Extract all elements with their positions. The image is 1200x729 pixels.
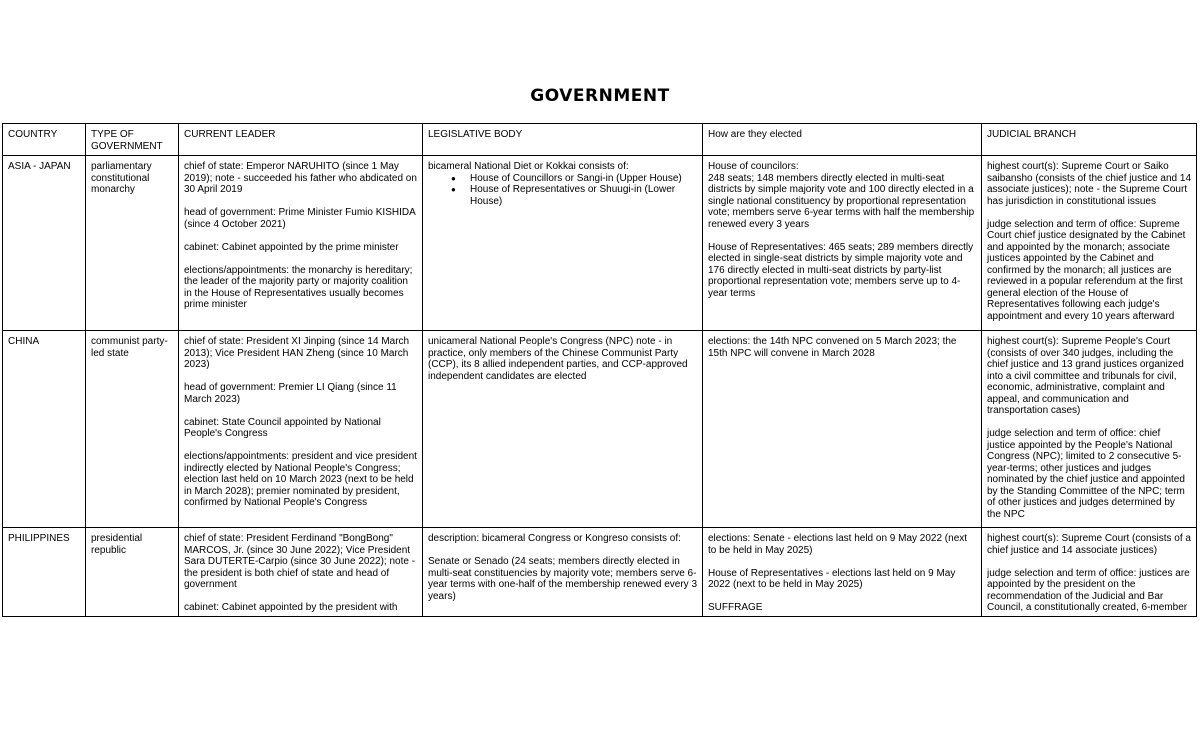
judicial-paragraph: judge selection and term of office: Supreme Court chief justice designated by the Cabinet and appointed by the monarch; associate justices appointed by the Cabinet and confirmed by the monarch; all justices are reviewed in a popular referendum at the first general election of the House of Representatives following each judge's appointment and every 10 years afterward [987,218,1186,322]
country-cell: ASIA - JAPAN [3,156,86,331]
list-item: ● House of Councillors or Sangi-in (Upper House) [455,173,697,185]
leader-paragraph: head of government: Premier LI Qiang (since 11 March 2023) [184,382,397,405]
legislative-intro: bicameral National Diet or Kokkai consists of: [428,161,629,172]
current-leader-cell [179,156,423,331]
cell-content [708,533,976,613]
column-header-country: COUNTRY [3,124,86,156]
column-header-elected: How are they elected [703,124,982,156]
current-leader-cell [179,331,423,528]
election-paragraph: House of councilors: 248 seats; 148 members directly elected in multi-seat districts by simple majority vote and 100 directly elected in a single national constituency by proportional representation vote; members serve 6-year terms with half the membership renewed every 3 years [708,161,975,230]
column-header-leader: CURRENT LEADER [179,124,423,156]
judicial-paragraph: highest court(s): Supreme Court (consists of a chief justice and 14 associate justices) [987,533,1191,556]
leader-paragraph: cabinet: State Council appointed by National People's Congress [184,416,381,439]
leader-paragraph: elections/appointments: the monarchy is hereditary; the leader of the majority party or majority coalition in the House of Representatives usually becomes prime minister [184,264,413,310]
judicial-paragraph: highest court(s): Supreme Court or Saiko saibansho (consists of the chief justice and 14 associate justices); note - the Supreme Court has jurisdiction in constitutional issues [987,161,1192,207]
list-item: ● House of Representatives or Shuugi-in (Lower House) [455,184,697,207]
legislative-body-cell [423,528,703,617]
election-paragraph: SUFFRAGE [708,602,763,613]
country-cell: CHINA [3,331,86,528]
column-header-type: TYPE OF GOVERNMENT [86,124,179,156]
current-leader-cell [179,528,423,617]
government-table [2,123,1197,617]
election-paragraph: House of Representatives - elections last held on 9 May 2022 (next to be held in May 2025) [708,567,956,590]
government-type-cell: communist party-led state [86,331,179,528]
leader-paragraph: cabinet: Cabinet appointed by the president with [184,602,398,613]
government-type-cell: parliamentary constitutional monarchy [86,156,179,331]
judicial-paragraph: highest court(s): Supreme People's Court (consists of over 340 judges, including the chief justice and 13 grand justices organized into a civil committee and tribunals for civil, economic, administrative, complaint and appeal, and communication and transportation cases) [987,336,1184,416]
column-header-judicial: JUDICIAL BRANCH [982,124,1197,156]
cell-content [987,533,1191,613]
judicial-branch-cell [982,156,1197,331]
page-title: GOVERNMENT [530,86,670,106]
government-type-cell: presidential republic [86,528,179,617]
election-method-cell [703,156,982,331]
header-row [3,124,1197,156]
leader-paragraph: elections/appointments: president and vice president indirectly elected by National People's Congress; election last held on 10 March 2023 (next to be held in March 2028); premier nominated by president, confirmed by National People's Congress [184,451,417,508]
judicial-paragraph: judge selection and term of office: justices are appointed by the president on the recommendation of the Judicial and Bar Council, a constitutionally created, 6-member [987,567,1190,613]
table-row-china [3,331,1197,528]
judicial-branch-cell [982,528,1197,617]
legislative-body-cell: unicameral National People's Congress (NPC) note - in practice, only members of the Chinese Communist Party (CCP), its 8 allied independent parties, and CCP-approved independent candidates are elected [423,331,703,528]
election-method-cell: elections: the 14th NPC convened on 5 March 2023; the 15th NPC will convene in March 2028 [703,331,982,528]
leader-paragraph: head of government: Prime Minister Fumio KISHIDA (since 4 October 2021) [184,207,416,230]
cell-content [428,533,697,613]
judicial-paragraph: judge selection and term of office: chief justice appointed by the People's National Congress (NPC); limited to 2 consecutive 5-year-terms; other justices and judges nominated by the chief justice and appointed by the Standing Committee of the NPC; term of other justices and judges determined by the NPC [987,428,1185,520]
column-header-legislative: LEGISLATIVE BODY [423,124,703,156]
legislative-list [428,173,697,208]
legislative-paragraph: description: bicameral Congress or Kongreso consists of: [428,533,681,544]
election-method-cell [703,528,982,617]
election-paragraph: House of Representatives: 465 seats; 289 members directly elected in single-seat districts by simple majority vote and 176 directly elected in multi-seat districts by party-list proportional representation vote; members serve up to 4-year terms [708,241,974,299]
table-row-philippines [3,528,1197,617]
leader-paragraph: chief of state: President XI Jinping (since 14 March 2013); Vice President HAN Zheng (since 10 March 2023) [184,336,410,370]
leader-paragraph: chief of state: President Ferdinand "BongBong" MARCOS, Jr. (since 30 June 2022); Vice President Sara DUTERTE-Carpio (since 30 June 2022); note - the president is both chief of state and head of government [184,533,416,590]
leader-paragraph: cabinet: Cabinet appointed by the prime minister [184,241,399,253]
cell-content [184,533,417,613]
election-paragraph: elections: Senate - elections last held on 9 May 2022 (next to be held in May 2025) [708,533,968,556]
leader-paragraph: chief of state: Emperor NARUHITO (since 1 May 2019); note - succeeded his father who abdicated on 30 April 2019 [184,161,417,195]
legislative-body-cell [423,156,703,331]
country-cell: PHILIPPINES [3,528,86,617]
legislative-paragraph: Senate or Senado (24 seats; members directly elected in multi-seat constituencies by majority vote; members serve 6-year terms with one-half of the membership renewed every 3 years) [428,556,697,602]
table-row-japan [3,156,1197,331]
judicial-branch-cell [982,331,1197,528]
